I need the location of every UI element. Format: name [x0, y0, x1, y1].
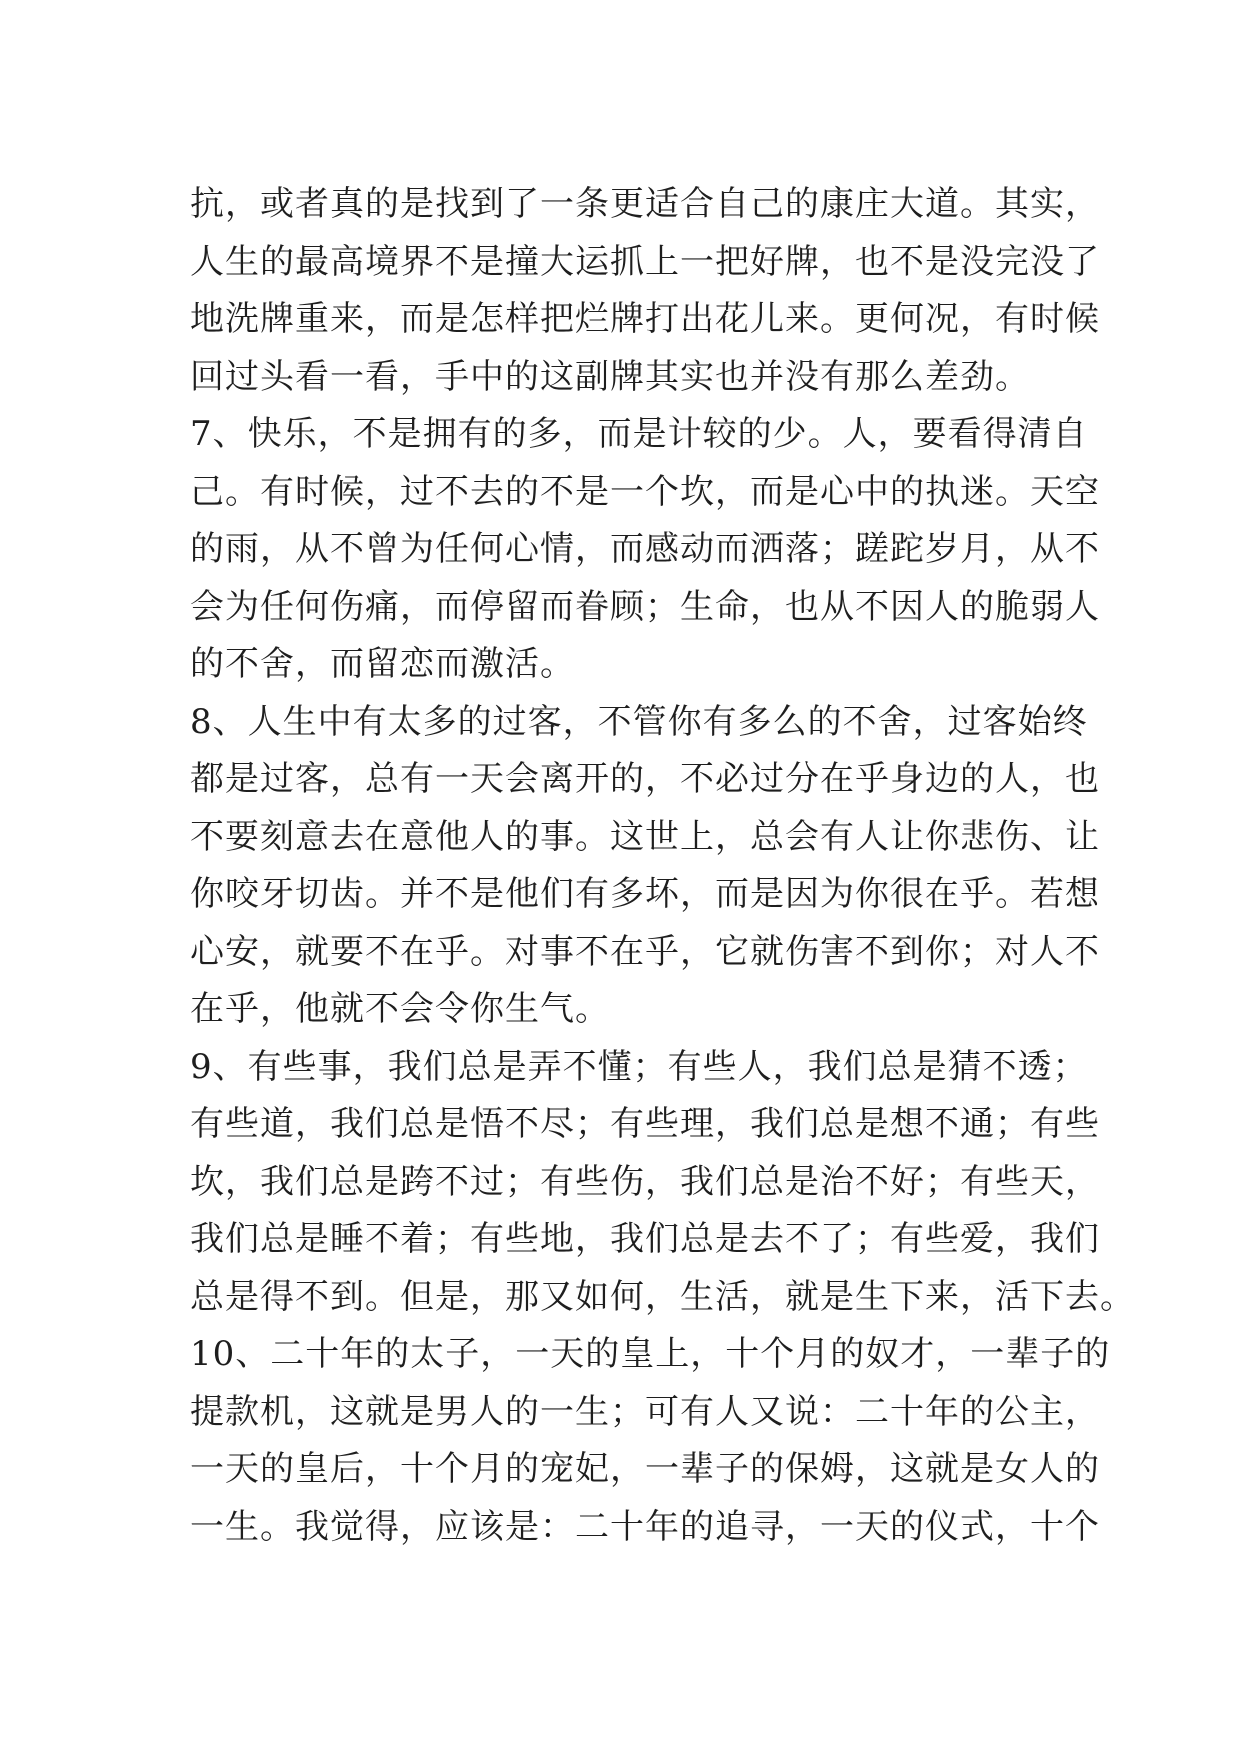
text-line: 9、有些事，我们总是弄不懂；有些人，我们总是猜不透； [190, 1046, 1088, 1087]
text-line: 地洗牌重来，而是怎样把烂牌打出花儿来。更何况，有时候 [190, 299, 1100, 339]
text-line: 的不舍，而留恋而激活。 [190, 644, 575, 684]
text-line: 总是得不到。但是，那又如何，生活，就是生下来，活下去。 [190, 1276, 1135, 1317]
text-line: 坎，我们总是跨不过；有些伤，我们总是治不好；有些天， [190, 1161, 1100, 1202]
text-line: 不要刻意去在意他人的事。这世上，总会有人让你悲伤、让 [190, 816, 1100, 857]
text-line: 我们总是睡不着；有些地，我们总是去不了；有些爱，我们 [190, 1219, 1100, 1259]
text-line: 的雨，从不曾为任何心情，而感动而洒落；蹉跎岁月，从不 [190, 529, 1100, 569]
text-line: 会为任何伤痛，而停留而眷顾；生命，也从不因人的脆弱人 [190, 586, 1100, 627]
text-line: 回过头看一看，手中的这副牌其实也并没有那么差劲。 [190, 356, 1030, 397]
text-line: 抗，或者真的是找到了一条更适合自己的康庄大道。其实， [190, 184, 1100, 224]
text-line: 8、人生中有太多的过客，不管你有多么的不舍，过客始终 [190, 701, 1088, 742]
text-line: 一生。我觉得，应该是：二十年的追寻，一天的仪式，十个 [190, 1506, 1100, 1547]
text-line: 10、二十年的太子，一天的皇上，十个月的奴才，一辈子的 [190, 1334, 1111, 1374]
text-line: 己。有时候，过不去的不是一个坎，而是心中的执迷。天空 [190, 471, 1100, 512]
text-line: 心安，就要不在乎。对事不在乎，它就伤害不到你；对人不 [190, 931, 1100, 972]
text-line: 在乎，他就不会令你生气。 [190, 989, 610, 1029]
text-line: 人生的最高境界不是撞大运抓上一把好牌，也不是没完没了 [190, 241, 1100, 282]
text-line: 一天的皇后，十个月的宠妃，一辈子的保姆，这就是女人的 [190, 1449, 1100, 1489]
body-text [190, 176, 1135, 1556]
text-line: 有些道，我们总是悟不尽；有些理，我们总是想不通；有些 [190, 1104, 1100, 1144]
text-line: 都是过客，总有一天会离开的，不必过分在乎身边的人，也 [190, 759, 1100, 799]
text-line: 提款机，这就是男人的一生；可有人又说：二十年的公主， [190, 1391, 1100, 1432]
text-line: 你咬牙切齿。并不是他们有多坏，而是因为你很在乎。若想 [190, 874, 1100, 914]
text-line: 7、快乐，不是拥有的多，而是计较的少。人，要看得清自 [190, 414, 1088, 454]
